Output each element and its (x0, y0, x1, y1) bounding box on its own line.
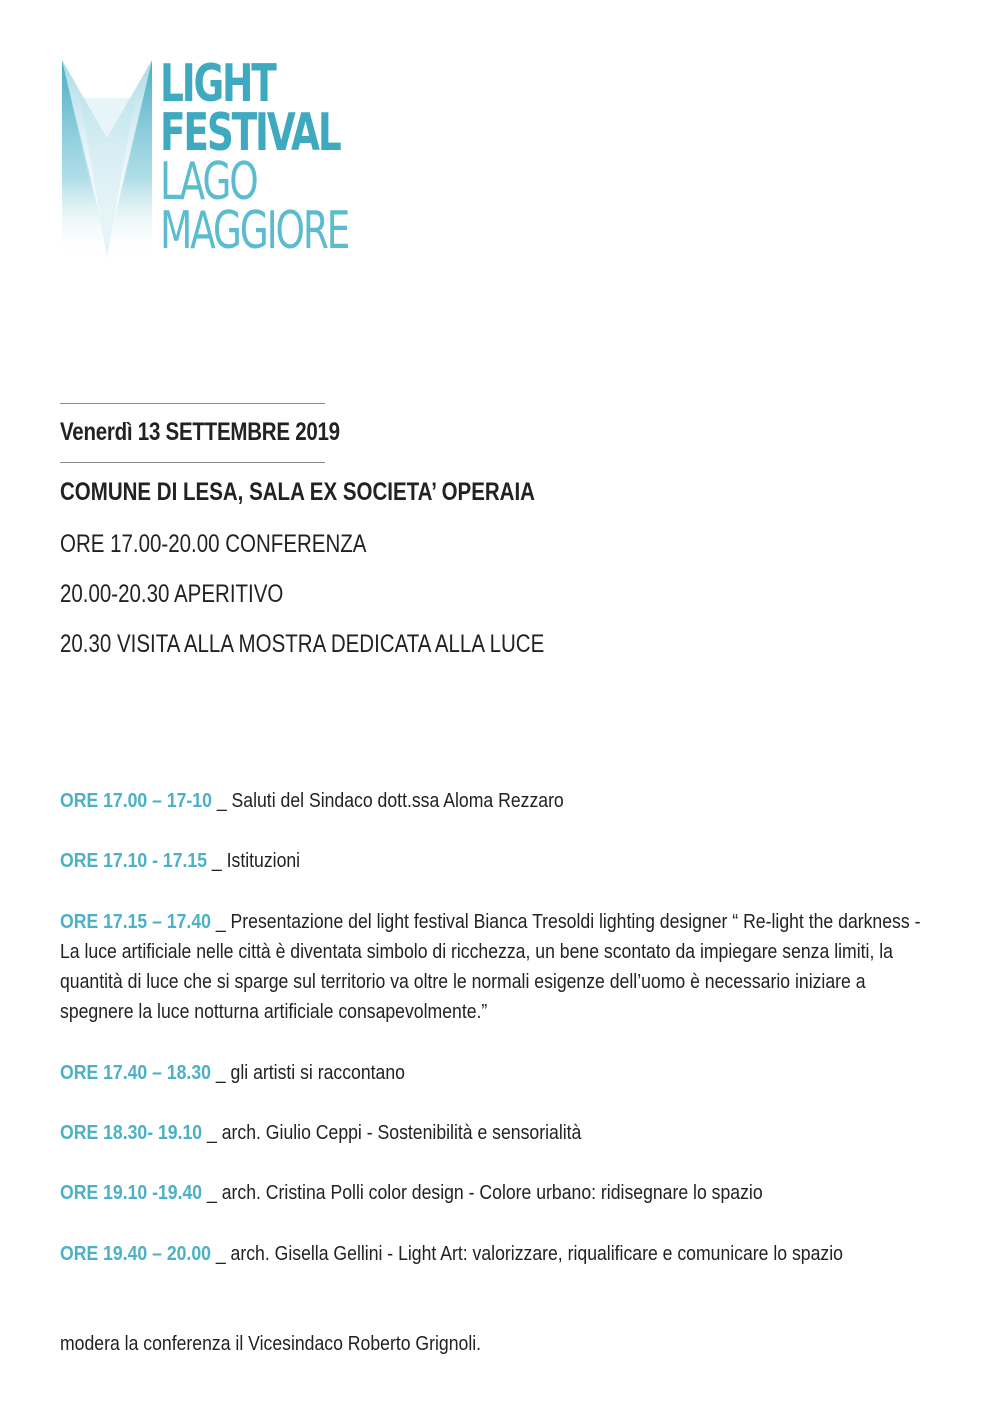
crown-light-icon (60, 58, 155, 258)
logo-word-lago: LAGO (160, 152, 257, 212)
schedule-item (60, 846, 1000, 876)
program-line: 20.00-20.30 APERITIVO (60, 580, 284, 608)
schedule-item (60, 1058, 1000, 1088)
schedule-time: ORE 19.40 – 20.00 (60, 1242, 211, 1265)
schedule-time: ORE 17.15 – 17.40 (60, 910, 211, 933)
program-line: 20.30 VISITA ALLA MOSTRA DEDICATA ALLA LUCE (60, 630, 545, 658)
logo-word-maggiore: MAGGIORE (160, 201, 349, 261)
logo-word-festival: FESTIVAL (160, 103, 340, 163)
schedule-time: ORE 18.30- 19.10 (60, 1121, 203, 1144)
schedule-time: ORE 17.10 - 17.15 (60, 849, 208, 872)
schedule-text: _ arch. Gisella Gellini - Light Art: valorizzare, riqualificare e comunicare lo spazio (210, 1242, 843, 1265)
schedule-text: _ Istituzioni (207, 849, 301, 872)
schedule-text: _ gli artisti si raccontano (210, 1061, 405, 1084)
bottom-divider (60, 462, 325, 463)
schedule-text: _ arch. Cristina Polli color design - Colore urbano: ridisegnare lo spazio (202, 1181, 763, 1204)
schedule-text: _ arch. Giulio Ceppi - Sostenibilità e sensorialità (202, 1121, 582, 1144)
schedule-item (60, 907, 1000, 1027)
logo-word-light: LIGHT (160, 54, 275, 114)
schedule-time: ORE 17.40 – 18.30 (60, 1061, 211, 1084)
schedule-item (60, 1178, 1000, 1208)
schedule-text: _ Presentazione del light festival Bianca Tresoldi lighting designer “ Re-light the darkness - La luce artificiale nelle città è diventata simbolo di ricchezza, un bene scontato da impiegare senza limiti, la quantità di luce che si sparge sul territorio va oltre le normali esigenze dell’uomo è necessario iniziare a spegnere la luce notturna artificiale consapevolmente.” (60, 910, 921, 1023)
event-date: Venerdì 13 SETTEMBRE 2019 (60, 418, 340, 446)
schedule-item (60, 1239, 1000, 1269)
schedule-text: _ Saluti del Sindaco dott.ssa Aloma Rezzaro (211, 789, 564, 812)
schedule-item (60, 786, 1000, 816)
event-venue: COMUNE DI LESA, SALA EX SOCIETA’ OPERAIA (60, 478, 535, 506)
program-line: ORE 17.00-20.00 CONFERENZA (60, 530, 367, 558)
schedule-time: ORE 17.00 – 17-10 (60, 789, 212, 812)
top-divider (60, 403, 325, 404)
schedule-time: ORE 19.10 -19.40 (60, 1181, 203, 1204)
festival-logo (60, 54, 380, 268)
schedule-item (60, 1118, 1000, 1148)
moderator-note: modera la conferenza il Vicesindaco Roberto Grignoli. (60, 1332, 482, 1355)
